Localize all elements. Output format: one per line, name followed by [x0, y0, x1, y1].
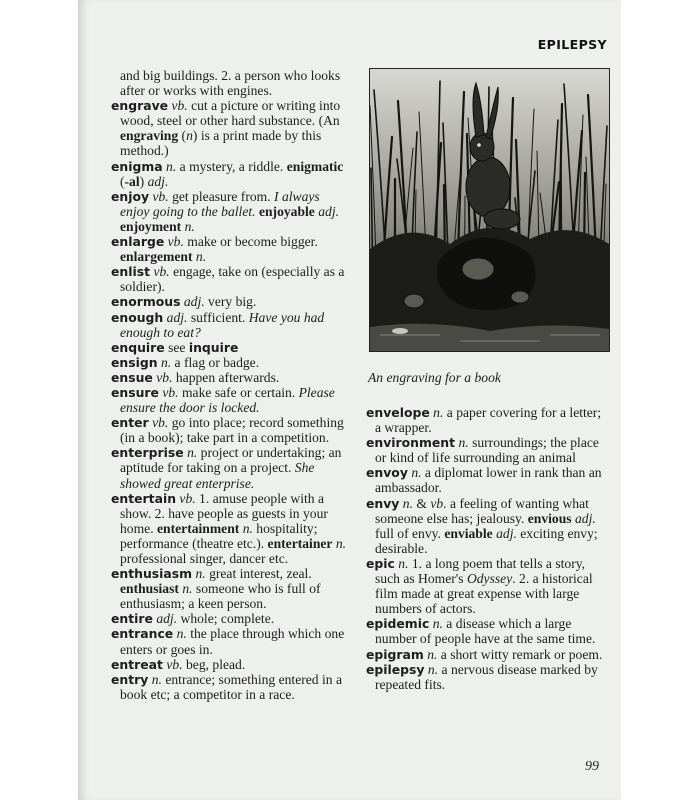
- example-text: Odyssey: [466, 571, 513, 587]
- dictionary-entry: [366, 556, 606, 616]
- definition-text: a feeling of wanting what someone else has; jealousy.: [375, 495, 589, 526]
- part-of-speech: n.: [427, 661, 439, 677]
- definition-text: &: [413, 495, 431, 511]
- headword: enlist: [111, 264, 151, 280]
- definition-text: (: [120, 173, 125, 189]
- derived-word: enlargement: [120, 249, 193, 265]
- definition-text: great interest, zeal.: [205, 566, 312, 582]
- definition-text: a mystery, a riddle.: [176, 158, 287, 174]
- dictionary-entry: [366, 465, 606, 495]
- definition-text: professional singer, dancer etc.: [120, 551, 289, 566]
- part-of-speech: vb.: [152, 188, 169, 204]
- definition-text: and big buildings. 2. a person who looks after or works with engines.: [120, 68, 341, 99]
- headword: entertain: [111, 490, 177, 506]
- definition-text: see: [164, 339, 189, 355]
- headword: enter: [111, 415, 149, 431]
- definition-text: engage, take on (especially as a soldier).: [120, 264, 345, 295]
- dictionary-entry: [111, 657, 351, 672]
- dictionary-entry: [366, 647, 606, 662]
- definition-text: get pleasure from.: [168, 188, 275, 204]
- part-of-speech: n.: [432, 616, 443, 632]
- dictionary-entry: [366, 662, 606, 692]
- part-of-speech: vb.: [153, 264, 170, 280]
- figure-caption: An engraving for a book: [368, 370, 501, 385]
- definition-text: a short witty remark or poem.: [437, 646, 603, 662]
- derived-word: enviable: [444, 525, 493, 541]
- headword: epilepsy: [366, 661, 425, 677]
- part-of-speech: n.: [160, 354, 172, 370]
- definition-text: a nervous disease marked by repeated fits.: [375, 661, 598, 692]
- definition-text: make safe or certain.: [178, 384, 299, 400]
- example-text: Have you had enough to eat?: [120, 309, 325, 340]
- headword: ensign: [111, 354, 158, 370]
- definition-text: 1. a long poem that tells a story, such as Homer's: [375, 555, 586, 587]
- definition-text: hospitality; performance (theatre etc.).: [120, 520, 318, 551]
- derived-word: entertainer: [267, 535, 333, 551]
- part-of-speech: n.: [176, 626, 187, 642]
- headword: enough: [111, 309, 164, 325]
- definition-text: very big.: [204, 294, 257, 310]
- dictionary-entry: [366, 496, 606, 556]
- dictionary-entry: [111, 234, 351, 264]
- part-of-speech: n.: [195, 566, 206, 582]
- dictionary-entry: [366, 616, 606, 646]
- part-of-speech: n.: [182, 581, 193, 597]
- part-of-speech: adj.: [496, 525, 517, 541]
- definition-text: . 2. a historical film made at great expense with large numbers of actors.: [375, 571, 593, 617]
- page-number: 99: [585, 759, 599, 774]
- definition-text: the place through which one enters or goes in.: [120, 626, 345, 657]
- dictionary-entry: [111, 189, 351, 234]
- definition-text: a disease which a large number of people have at the same time.: [375, 616, 596, 647]
- part-of-speech: adj.: [156, 611, 178, 627]
- definition-text: project or undertaking; an aptitude for taking on a project.: [120, 445, 342, 476]
- headword: envelope: [366, 405, 430, 420]
- part-of-speech: n.: [187, 445, 198, 461]
- headword: enthusiasm: [111, 566, 193, 582]
- derived-word: envious: [527, 510, 572, 526]
- example-text: Please ensure the door is locked.: [120, 384, 335, 416]
- definition-text: 1. amuse people with a show. 2. have people as guests in your home.: [120, 490, 328, 536]
- headword: enlarge: [111, 234, 165, 250]
- dictionary-entry: [111, 491, 351, 566]
- part-of-speech: vb.: [166, 656, 183, 672]
- part-of-speech: n.: [166, 158, 177, 174]
- headword: epic: [366, 555, 395, 571]
- engraving-drawing: [370, 69, 609, 351]
- part-of-speech: adj.: [318, 203, 340, 219]
- part-of-speech: n.: [398, 555, 409, 571]
- definition-text: a flag or badge.: [171, 354, 260, 370]
- dictionary-entry: [366, 435, 606, 465]
- headword: inquire: [188, 339, 239, 355]
- part-of-speech: vb.: [162, 384, 179, 400]
- dictionary-entry: [111, 98, 351, 158]
- headword: enterprise: [111, 445, 184, 461]
- part-of-speech: n.: [335, 535, 347, 551]
- headword: entry: [111, 671, 149, 687]
- headword: ensure: [111, 384, 159, 400]
- definition-text: someone who is full of enthusiasm; a keen person.: [120, 581, 321, 612]
- definition-text: sufficient.: [187, 309, 249, 325]
- part-of-speech: vb.: [167, 234, 184, 250]
- part-of-speech: vb.: [152, 415, 169, 431]
- example-text: I always enjoy going to the ballet.: [120, 188, 320, 219]
- part-of-speech: adj.: [147, 173, 169, 189]
- part-of-speech: n.: [433, 405, 444, 420]
- derived-word: enjoyment: [120, 218, 182, 234]
- part-of-speech: n.: [184, 218, 195, 234]
- dictionary-entry: [111, 159, 351, 189]
- headword: envy: [366, 495, 400, 511]
- definition-text: ) is a print made by this method.): [120, 128, 322, 159]
- example-text: She showed great enterprise.: [120, 460, 315, 491]
- dictionary-entry: [111, 445, 351, 490]
- part-of-speech: adj.: [166, 309, 188, 325]
- dictionary-entry: [111, 294, 351, 309]
- derived-word: entertainment: [157, 520, 240, 536]
- book-page: [78, 0, 621, 800]
- definition-text: go into place; record something (in a book); take part in a competition.: [120, 415, 344, 446]
- right-column: [366, 405, 606, 692]
- part-of-speech: vb.: [179, 490, 196, 506]
- part-of-speech: n.: [195, 249, 207, 265]
- dictionary-entry: [111, 264, 351, 294]
- definition-text: surroundings; the place or kind of life surrounding an animal: [375, 435, 599, 466]
- part-of-speech: n: [186, 128, 193, 144]
- dictionary-entry: [366, 405, 606, 435]
- part-of-speech: vb.: [430, 495, 447, 511]
- part-of-speech: n.: [151, 671, 162, 687]
- headword: entire: [111, 611, 153, 627]
- headword: enquire: [111, 339, 165, 355]
- definition-text: a paper covering for a letter; a wrapper.: [375, 405, 602, 436]
- derived-word: -al: [124, 173, 140, 189]
- definition-text: beg, plead.: [182, 656, 246, 672]
- definition-text: entrance; something entered in a book etc; a competitor in a race.: [120, 671, 342, 702]
- dictionary-entry: [111, 355, 351, 370]
- dictionary-entry: [111, 370, 351, 385]
- headword: engrave: [111, 98, 169, 114]
- part-of-speech: n.: [242, 520, 253, 536]
- headword: epidemic: [366, 616, 430, 632]
- dictionary-entry: [111, 611, 351, 626]
- headword: enormous: [111, 294, 181, 310]
- engraving-illustration: [369, 68, 610, 352]
- part-of-speech: n.: [402, 495, 413, 511]
- definition-text: happen afterwards.: [172, 369, 280, 385]
- running-head: EPILEPSY: [537, 37, 607, 52]
- derived-word: enigmatic: [286, 158, 344, 174]
- derived-word: enjoyable: [258, 203, 315, 219]
- definition-text: a diplomat lower in rank than an ambassador.: [375, 465, 602, 496]
- headword: enigma: [111, 158, 163, 174]
- part-of-speech: adj.: [575, 510, 596, 526]
- headword: entreat: [111, 656, 163, 672]
- headword: ensue: [111, 369, 153, 385]
- part-of-speech: n.: [411, 465, 422, 481]
- headword: environment: [366, 435, 456, 451]
- left-column: [111, 68, 351, 702]
- part-of-speech: n.: [427, 646, 438, 662]
- definition-text: whole; complete.: [177, 611, 275, 627]
- part-of-speech: vb.: [171, 98, 188, 114]
- part-of-speech: n.: [458, 435, 469, 451]
- definition-text: (: [178, 128, 187, 144]
- headword: envoy: [366, 465, 408, 481]
- dictionary-entry: [111, 626, 351, 656]
- dictionary-entry: [111, 672, 351, 702]
- headword: enjoy: [111, 188, 150, 204]
- dictionary-entry: [111, 68, 351, 98]
- headword: entrance: [111, 626, 174, 642]
- derived-word: enthusiast: [120, 581, 179, 597]
- dictionary-entry: [111, 340, 351, 355]
- definition-text: make or become bigger.: [183, 234, 318, 250]
- part-of-speech: adj.: [183, 294, 205, 310]
- definition-text: exciting envy; desirable.: [375, 525, 598, 556]
- dictionary-entry: [111, 385, 351, 415]
- dictionary-entry: [111, 566, 351, 611]
- part-of-speech: vb.: [156, 369, 173, 385]
- definition-text: full of envy.: [375, 525, 445, 541]
- definition-text: ): [139, 173, 148, 189]
- derived-word: engraving: [120, 128, 179, 144]
- definition-text: cut a picture or writing into wood, steel or other hard substance. (An: [120, 98, 341, 129]
- dictionary-entry: [111, 415, 351, 445]
- dictionary-entry: [111, 310, 351, 340]
- headword: epigram: [366, 646, 424, 662]
